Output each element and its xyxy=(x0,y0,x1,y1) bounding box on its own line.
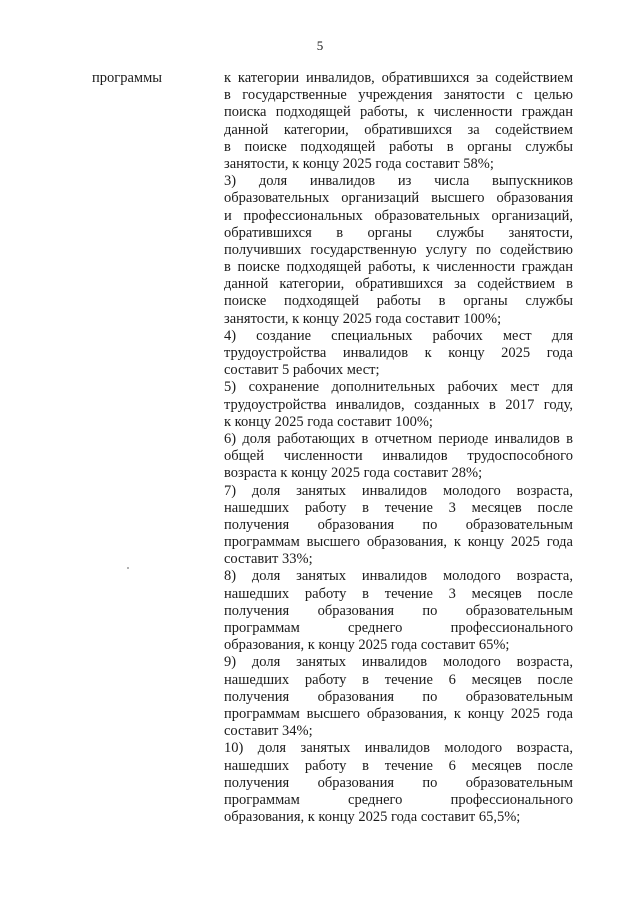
text-line: трудоустройства инвалидов к концу 2025 года xyxy=(224,345,573,361)
paragraph xyxy=(224,568,573,654)
text-line: в поиске подходящей работы, к численности граждан xyxy=(224,259,573,276)
text-line: поиска подходящей работы, к численности граждан xyxy=(224,104,573,121)
text-line: образования, к концу 2025 года составит 65%; xyxy=(224,637,510,654)
paragraph xyxy=(224,173,573,328)
text-line: получения образования по образовательным xyxy=(224,516,573,533)
text-line: нашедших работу в течение 6 месяцев после xyxy=(224,757,573,774)
text-line: обратившихся в органы службы занятости, xyxy=(224,224,573,241)
text-line: данной категории, обратившихся за содействием в xyxy=(224,276,573,293)
text-line: программам высшего образования, к концу 2025 года xyxy=(224,705,573,722)
text-line: трудоустройства инвалидов, созданных в 2017 году, xyxy=(224,396,573,413)
text-line: образовательных организаций высшего образования xyxy=(224,190,573,207)
text-line: 4) создание специальных рабочих мест для xyxy=(224,327,573,344)
paragraph xyxy=(224,379,573,431)
text-line: нашедших работу в течение 6 месяцев после xyxy=(224,671,573,688)
text-line: составит 34%; xyxy=(224,723,313,740)
text-line: данной категории, обратившихся за содействием xyxy=(224,121,573,138)
text-line: образования, к концу 2025 года составит 65,5%; xyxy=(224,809,521,826)
paragraph xyxy=(224,70,573,173)
paragraph xyxy=(224,328,573,380)
text-line: программам среднего профессионального xyxy=(224,620,573,636)
paragraph xyxy=(224,740,573,826)
text-line: 10) доля занятых инвалидов молодого возраста, xyxy=(224,740,573,757)
text-line: поиске подходящей работы в органы службы xyxy=(224,293,573,310)
text-line: 5) сохранение дополнительных рабочих мест для xyxy=(224,379,573,396)
text-line: и профессиональных образовательных организаций, xyxy=(224,207,573,224)
scan-speck xyxy=(127,567,129,569)
text-line: в государственные учреждения занятости с целью xyxy=(224,87,573,104)
text-line: получения образования по образовательным xyxy=(224,688,573,705)
table-right-column-text xyxy=(224,70,573,826)
text-line: занятости, к концу 2025 года составит 100%; xyxy=(224,310,502,327)
paragraph xyxy=(224,483,573,569)
page-number: 5 xyxy=(316,38,324,53)
paragraph xyxy=(224,431,573,483)
text-line: составит 33%; xyxy=(224,551,313,568)
text-line: получивших государственную услугу по содействию xyxy=(224,241,573,258)
table-left-column-label: программы xyxy=(92,70,162,86)
text-line: составит 5 рабочих мест; xyxy=(224,362,380,379)
text-line: 9) доля занятых инвалидов молодого возраста, xyxy=(224,654,573,671)
text-line: получения образования по образовательным xyxy=(224,602,573,619)
text-line: нашедших работу в течение 3 месяцев после xyxy=(224,499,573,516)
text-line: 7) доля занятых инвалидов молодого возраста, xyxy=(224,482,573,499)
text-line: 6) доля работающих в отчетном периоде инвалидов в xyxy=(224,430,573,447)
paragraph xyxy=(224,654,573,740)
text-line: общей численности инвалидов трудоспособного xyxy=(224,448,573,465)
text-line: получения образования по образовательным xyxy=(224,774,573,791)
text-line: к концу 2025 года составит 100%; xyxy=(224,413,433,430)
text-line: 8) доля занятых инвалидов молодого возраста, xyxy=(224,568,573,585)
text-line: программам высшего образования, к концу 2025 года xyxy=(224,534,573,551)
text-line: возраста к концу 2025 года составит 28%; xyxy=(224,465,483,482)
text-line: в поиске подходящей работы в органы службы xyxy=(224,138,573,155)
text-line: занятости, к концу 2025 года составит 58%; xyxy=(224,155,494,172)
text-line: программам среднего профессионального xyxy=(224,791,573,808)
text-line: нашедших работу в течение 3 месяцев после xyxy=(224,585,573,602)
text-line: к категории инвалидов, обратившихся за содействием xyxy=(224,70,573,86)
text-line: 3) доля инвалидов из числа выпускников xyxy=(224,173,573,190)
